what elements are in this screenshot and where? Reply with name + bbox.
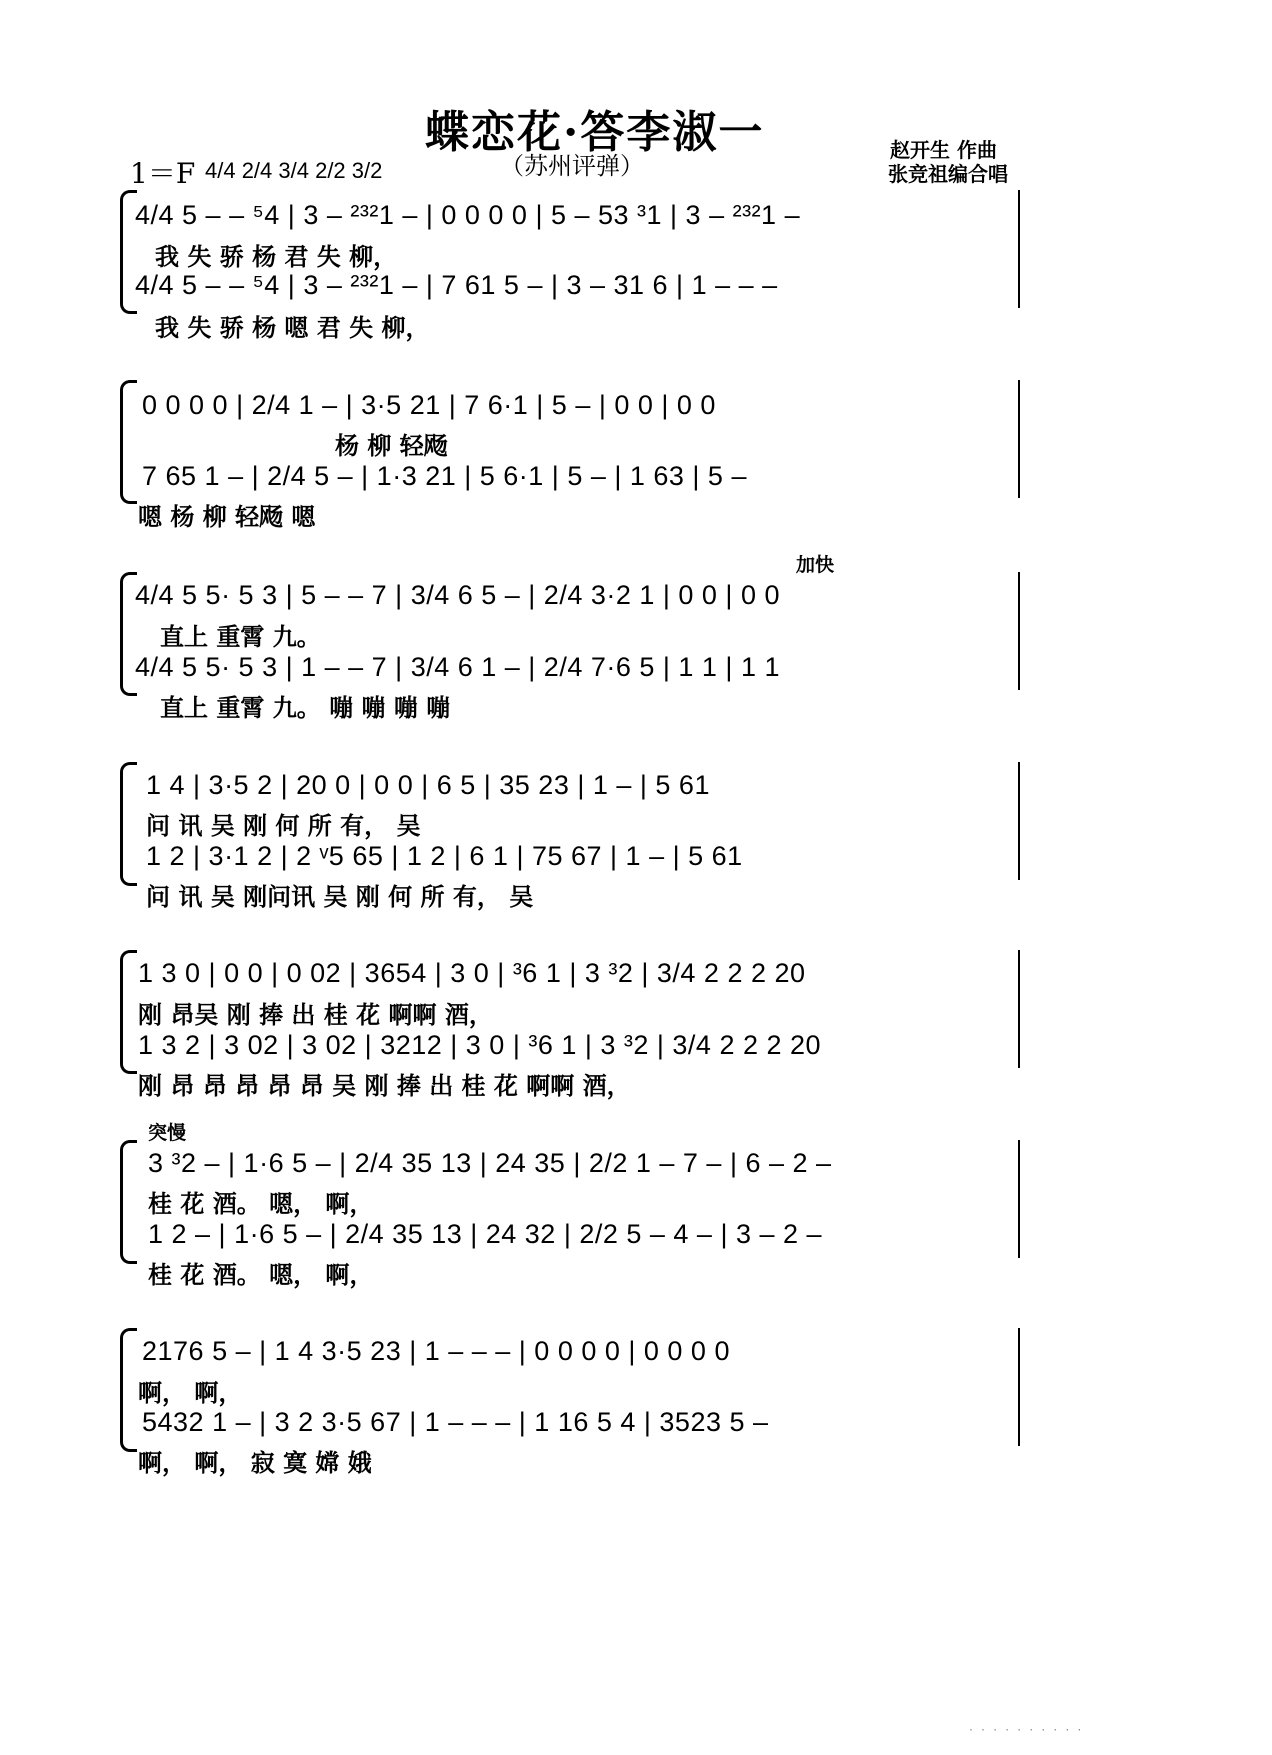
lower-voice-lyrics: 啊， 啊， 寂 寞 嫦 娥 [138,1449,372,1477]
upper-voice-lyrics: 我 失 骄 杨 君 失 柳， [155,243,398,271]
system-bracket [120,1140,137,1264]
system-end-barline [1018,1328,1020,1446]
system-bracket [120,950,137,1074]
upper-voice-notes: 3 ³2 – | 1·6 5 – | 2/4 35 13 | 24 35 | 2/2 1 – 7 – | 6 – 2 – [148,1148,832,1178]
lower-voice-notes: 1 2 – | 1·6 5 – | 2/4 35 13 | 24 32 | 2/2 5 – 4 – | 3 – 2 – [148,1219,823,1249]
upper-voice-notes: 2176 5 – | 1 4 3·5 23 | 1 – – – | 0 0 0 0 | 0 0 0 0 [142,1336,730,1366]
system-end-barline [1018,380,1020,498]
lower-voice-notes: 4/4 5 – – ⁵4 | 3 – ²³²1 – | 7 61 5 – | 3 – 31 6 | 1 – – – [135,270,778,300]
upper-voice-notes: 1 4 | 3·5 2 | 20 0 | 0 0 | 6 5 | 35 23 | 1 – | 5 61 [146,770,710,800]
system-end-barline [1018,950,1020,1068]
system-bracket [120,762,137,886]
lower-voice-lyrics: 桂 花 酒。 嗯， 啊， [148,1261,374,1289]
score-subtitle: （苏州评弹） [500,152,644,180]
system-end-barline [1018,190,1020,308]
lower-voice-notes: 7 65 1 – | 2/4 5 – | 1·3 21 | 5 6·1 | 5 – | 1 63 | 5 – [142,461,747,491]
lower-voice-lyrics: 我 失 骄 杨 嗯 君 失 柳， [155,314,430,342]
lower-voice-notes: 4/4 5 5· 5 3 | 1 – – 7 | 3/4 6 1 – | 2/4 7·6 5 | 1 1 | 1 1 [135,652,780,682]
system-bracket [120,380,137,504]
lower-voice-lyrics: 问 讯 吴 刚问讯 吴 刚 何 所 有， 吴 [146,883,534,911]
upper-voice-notes: 4/4 5 5· 5 3 | 5 – – 7 | 3/4 6 5 – | 2/4 3·2 1 | 0 0 | 0 0 [135,580,780,610]
footer-watermark: · · · · · · · · · · [968,1725,1083,1736]
composer-credit: 赵开生 作曲 [890,138,997,162]
key-signature: 1＝F [130,157,196,190]
system-end-barline [1018,572,1020,690]
upper-voice-lyrics: 啊， 啊， [138,1379,243,1407]
lower-voice-lyrics: 刚 昂 昂 昂 昂 昂 吴 刚 捧 出 桂 花 啊啊 酒， [138,1072,631,1100]
arranger-credit: 张竞祖编合唱 [888,162,1008,186]
score-title: 蝶恋花·答李淑一 [425,107,765,158]
system-end-barline [1018,1140,1020,1258]
system-bracket [120,1328,137,1452]
system-end-barline [1018,762,1020,880]
lower-voice-notes: 1 3 2 | 3 02 | 3 02 | 3212 | 3 0 | ³6 1 | 3 ³2 | 3/4 2 2 2 20 [138,1030,822,1060]
lower-voice-notes: 1 2 | 3·1 2 | 2 ᵛ5 65 | 1 2 | 6 1 | 75 67 | 1 – | 5 61 [146,841,743,871]
upper-voice-lyrics: 杨 柳 轻飏 [335,432,448,460]
lower-voice-lyrics: 嗯 杨 柳 轻飏 嗯 [138,503,316,531]
time-signatures: 4/4 2/4 3/4 2/2 3/2 [205,158,383,183]
upper-voice-notes: 1 3 0 | 0 0 | 0 02 | 3654 | 3 0 | ³6 1 | 3 ³2 | 3/4 2 2 2 20 [138,958,806,988]
lower-voice-lyrics: 直上 重霄 九。 嘣 嘣 嘣 嘣 [160,694,451,722]
upper-voice-lyrics: 桂 花 酒。 嗯， 啊， [148,1190,374,1218]
tempo-mark-faster: 加快 [796,554,835,576]
upper-voice-notes: 4/4 5 – – ⁵4 | 3 – ²³²1 – | 0 0 0 0 | 5 – 53 ³1 | 3 – ²³²1 – [135,200,801,230]
upper-voice-lyrics: 问 讯 吴 刚 何 所 有， 吴 [146,812,421,840]
upper-voice-lyrics: 刚 昂吴 刚 捧 出 桂 花 啊啊 酒， [138,1001,493,1029]
upper-voice-notes: 0 0 0 0 | 2/4 1 – | 3·5 21 | 7 6·1 | 5 – | 0 0 | 0 0 [142,390,716,420]
lower-voice-notes: 5432 1 – | 3 2 3·5 67 | 1 – – – | 1 16 5 4 | 3523 5 – [142,1407,769,1437]
tempo-mark-sudden-slow: 突慢 [148,1122,187,1144]
upper-voice-lyrics: 直上 重霄 九。 [160,623,321,651]
